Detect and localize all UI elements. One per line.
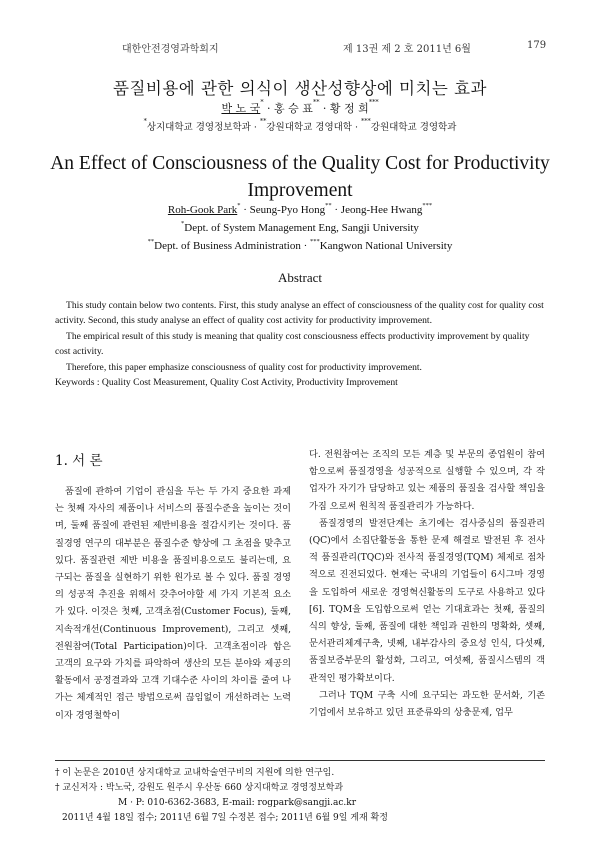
- abstract-heading: Abstract: [277, 270, 323, 285]
- body-paragraph: 그러나 TQM 구축 시에 요구되는 과도한 문서화, 기존 기업에서 보유하고 있던 표준류와의 상충문제, 업무: [309, 689, 545, 719]
- abstract-body: [55, 298, 545, 390]
- first-author-ko: 박 노 국: [221, 102, 261, 115]
- authors-korean: 박 노 국* · 홍 승 표** · 황 정 희***: [221, 98, 379, 115]
- footnote-divider: [55, 760, 545, 761]
- body-column-right: [309, 446, 545, 721]
- first-author-en: Roh-Gook Park: [167, 204, 238, 216]
- affiliation-english-2: **Dept. of Business Administration · ***Kangwon National University: [147, 238, 453, 252]
- title-korean: 품질비용에 관한 의식이 생산성향상에 미치는 효과: [113, 79, 487, 98]
- abstract-paragraph: Therefore, this paper emphasize consciousness of quality cost for productivity improvement.: [66, 361, 422, 373]
- title-english: An Effect of Consciousness of the Quality Cost for Productivity Improvement: [50, 153, 550, 201]
- authors-english: Roh-Gook Park* · Seung-Pyo Hong** · Jeong-Hee Hwang***: [167, 202, 433, 216]
- abstract-paragraph: This study contain below two contents. First, this study analyse an effect of consciousness of the quality cost for quality cost activity. Second, this study analyse an effect of quality cost activity for productivity improvement.: [55, 300, 544, 327]
- affiliation-english-1: *Dept. of System Management Eng, Sangji University: [181, 220, 419, 234]
- body-column-left: [55, 483, 291, 724]
- affiliations-korean: *상지대학교 경영정보학과 · **강원대학교 경영대학 · ***강원대학교 경영학과: [143, 117, 457, 133]
- body-paragraph: 품질에 관하여 기업이 관심을 두는 두 가지 중요한 과제는 첫째 자사의 제품이나 서비스의 품질수준을 높이는 것이며, 둘째 품질에 관련된 제반비용을 절감시키는 것이다. 품질경영 연구의 대부분은 품질수준 향상에 그 초점을 맞추고 있다. 품질관련 제반 비용을 품질비용으로도 불리는데, 요구되는 품질을 실현하기 위한 원가로 볼 수 있다. 품질 경영의 성공적 추진을 위해서 갖추어야할 세 가지 기본적 요소가 있다. 이것은 첫째, 고객초점(Customer Focus), 둘째, 지속적개선(Continuous Improvement), 그리고 셋째, 전원참여(Total Participation)이다. 고객초점이라 함은 고객의 요구와 가치를 파악하여 생산의 모든 분야와 제공의 활동에서 공정결과와 고객 기대수준 사이의 차이를 줄여 나가는 체계적인 접근 방법으로써 끊임없이 개선하려는 노력이자 경영철학이: [55, 486, 291, 721]
- abstract-paragraph: The empirical result of this study is meaning that quality cost consciousness effects productivity improvement by quality cost activity.: [55, 330, 530, 358]
- section-heading: 1. 서 론: [55, 453, 103, 469]
- footnote-funding: † 이 논문은 2010년 상지대학교 교내학술연구비의 지원에 의한 연구임.: [55, 768, 335, 778]
- footnote-contact: M · P: 010-6362-3683, E-mail: rogpark@sangji.ac.kr: [118, 798, 357, 808]
- page-number: 179: [527, 40, 547, 51]
- issue-info: 제 13권 제 2 호 2011년 6월: [343, 44, 471, 55]
- footnote-dates: 2011년 4월 18일 접수; 2011년 6월 7일 수정본 접수; 2011년 6월 9일 게재 확정: [62, 813, 388, 823]
- footnote-corresponding-author: † 교신저자 : 박노국, 강원도 원주시 우산동 660 상지대학교 경영정보학과: [55, 783, 344, 793]
- journal-name: 대한안전경영과학회지: [122, 44, 219, 55]
- body-paragraph: 다. 전원참여는 조직의 모든 계층 및 부문의 종업원이 참여함으로써 품질경영을 성공적으로 실행할 수 있으며, 각 작업자가 자기가 담당하고 있는 제품의 품질을 검사할 책임을 가짐 으로써 원칙적 품질관리가 가능하다.: [309, 449, 545, 512]
- keywords: Keywords : Quality Cost Measurement, Quality Cost Activity, Productivity Improvement: [55, 377, 398, 389]
- body-paragraph: 품질경영의 발전단계는 초기에는 검사중심의 품질관리(QC)에서 소집단활동을 통한 문제 해결로 발전된 후 전사적 품질관리(TQC)와 전사적 품질경영(TQM) 체제로 점차적으로 진전되었다. 현재는 국내의 기업들이 6시그마 경영을 도입하여 새로운 경영혁신활동의 도구로 사용하고 있다[6]. TQM을 도입함으로써 얻는 기대효과는 첫째, 품질의식의 향상, 둘째, 품질에 대한 책임과 권한의 명확화, 셋째, 문서관리체계구축, 넷째, 내부감사의 중요성 인식, 다섯째, 품질보증부문의 활성화, 그리고, 여섯째, 품질시스템의 객관적인 평가확보이다.: [309, 517, 545, 684]
